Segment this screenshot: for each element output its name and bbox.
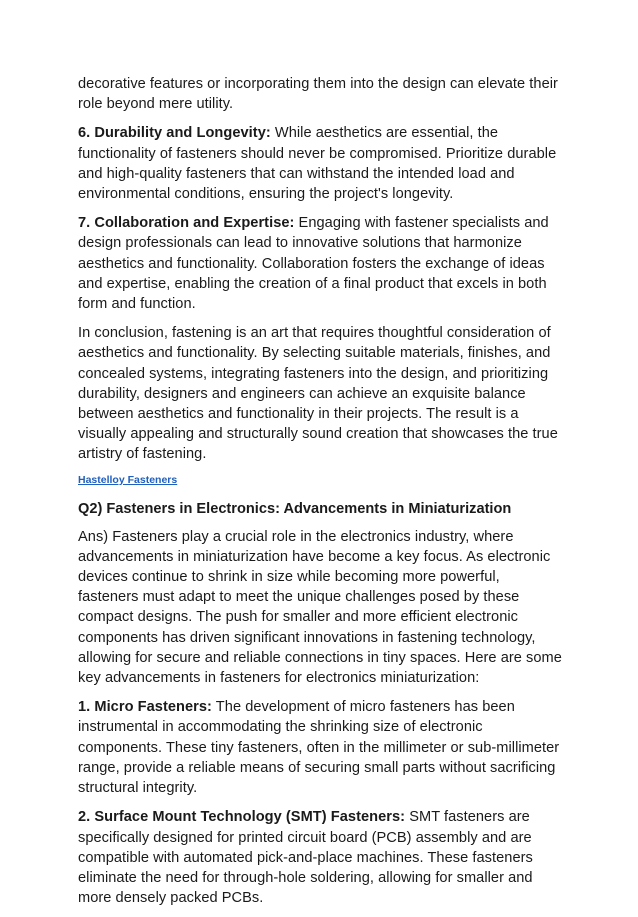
smt-fasteners-label: 2. Surface Mount Technology (SMT) Fasteners: (78, 809, 406, 826)
micro-fasteners-label: 1. Micro Fasteners: (78, 699, 212, 716)
smt-fasteners-text: SMT fasteners are specifically designed for printed circuit board (PCB) assembly and are compatible with automated pick-and-place machines. These fasteners eliminate the need for through-hole soldering, allowing for smaller and more densely packed PCBs. (78, 809, 533, 907)
item-micro-fasteners (78, 697, 564, 798)
item-smt-fasteners (78, 807, 564, 908)
document-page (78, 74, 564, 917)
answer-paragraph (78, 527, 564, 689)
question-heading: Q2) Fasteners in Electronics: Advancements in Miniaturization (78, 500, 512, 517)
micro-fasteners-text: The development of micro fasteners has been instrumental in accommodating the shrinking size of electronic components. These tiny fasteners, often in the millimeter or sub-millimeter range, provide a reliable means of securing small parts without sacrificing structural integrity. (78, 699, 560, 797)
collaboration-text: Engaging with fastener specialists and design professionals can lead to innovative solutions that harmonize aesthetics and functionality. Collaboration fosters the exchange of ideas and expertise, enabling the creation of a final product that excels in both form and function. (78, 215, 549, 313)
paragraph-collaboration (78, 213, 564, 314)
answer-text: Ans) Fasteners play a crucial role in the electronics industry, where advancements in miniaturization have become a key focus. As electronic devices continue to shrink in size while becoming more powerful, fasteners must adapt to meet the unique challenges posed by these compact designs. The push for smaller and more efficient electronic components has driven significant innovations in fastening technology, allowing for secure and reliable connections in tiny spaces. Here are some key advancements in fasteners for electronics miniaturization: (78, 528, 562, 687)
durability-text: While aesthetics are essential, the functionality of fasteners should never be compromised. Prioritize durable and high-quality fasteners that can withstand the intended load and environmental conditions, ensuring the project's longevity. (78, 125, 557, 203)
paragraph-conclusion (78, 323, 564, 464)
collaboration-label: 7. Collaboration and Expertise: (78, 215, 295, 232)
hastelloy-fasteners-link[interactable]: Hastelloy Fasteners (78, 473, 178, 486)
paragraph-decorative-features (78, 74, 564, 114)
paragraph-text: decorative features or incorporating them into the design can elevate their role beyond mere utility. (78, 76, 558, 113)
durability-label: 6. Durability and Longevity: (78, 125, 271, 142)
conclusion-text: In conclusion, fastening is an art that requires thoughtful consideration of aesthetics and functionality. By selecting suitable materials, finishes, and concealed systems, integrating fasteners into the design, and prioritizing durability, designers and engineers can achieve an exquisite balance between aesthetics and functionality in their projects. The result is a visually appealing and structurally sound creation that showcases the true artistry of fastening. (78, 325, 558, 463)
paragraph-durability (78, 123, 564, 204)
